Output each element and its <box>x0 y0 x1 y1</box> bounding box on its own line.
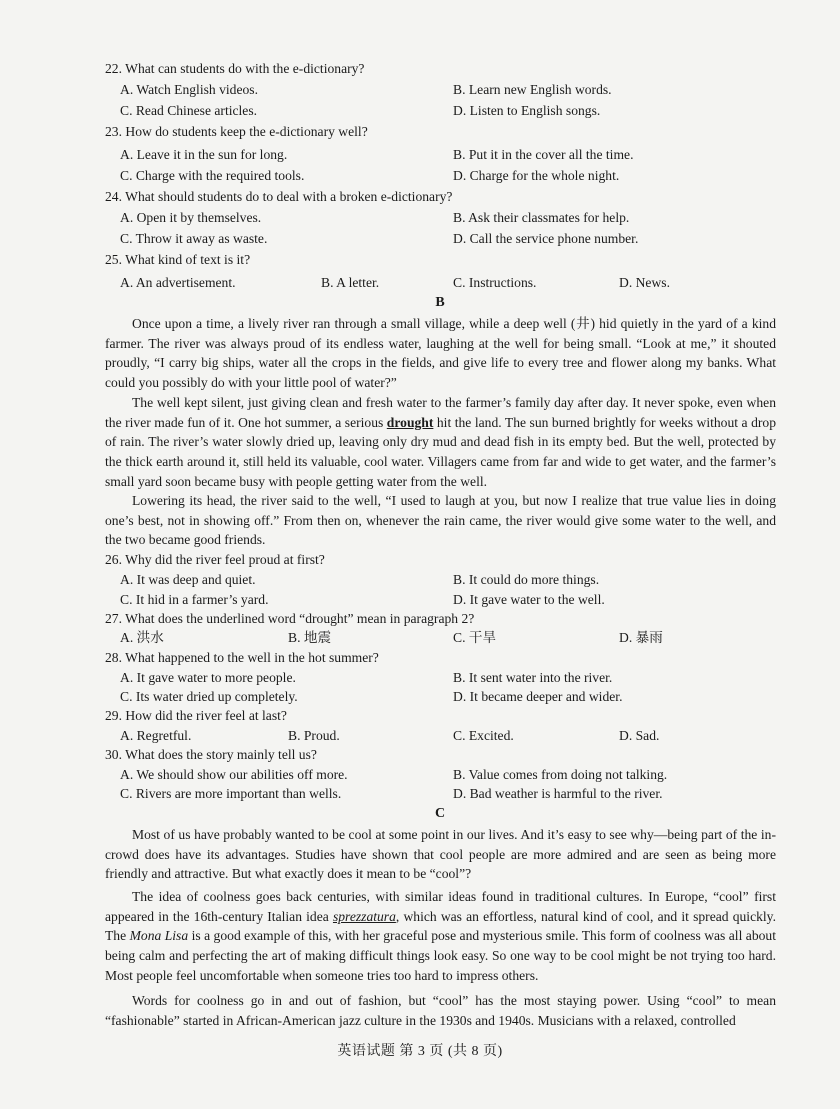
question-29-option-b: B. Proud. <box>288 728 340 743</box>
question-28-option-d: D. It became deeper and wider. <box>453 689 623 704</box>
passage-c-p2-text-2: , which was an effortless, natural kind of cool, and it spread quickly. The <box>105 908 776 944</box>
question-25-stem: 25. What kind of text is it? <box>105 252 251 267</box>
page-footer: 英语试题 第 3 页 (共 8 页) <box>337 1044 503 1059</box>
question-27-option-a: A. 洪水 <box>120 630 164 645</box>
question-23-option-a: A. Leave it in the sun for long. <box>120 147 288 162</box>
passage-c-p2-text-1: The idea of coolness goes back centuries, with similar ideas found in traditional cultures. In Europe, “cool” first appeared in the 16th-century Italian idea <box>105 889 776 924</box>
question-29-option-d: D. Sad. <box>619 728 660 743</box>
section-b-heading: B <box>435 295 445 310</box>
question-30-option-a: A. We should show our abilities off more. <box>120 767 348 782</box>
passage-c-paragraph-3: Words for coolness go in and out of fashion, but “cool” has the most staying power. Using “cool” to mean “fashionable” started in African-American jazz culture in the 1930s and 1940s. Musicians with a relaxed, controlled <box>105 993 776 1028</box>
passage-b-p2-text-2: hit the land. The sun burned brightly for weeks without a drop of rain. The river’s water slowly dried up, leaving only dry mud and dead fish in its empty bed. But the well, protected by the thick earth around it, still held its valuable, cool water. Villagers came from far and wide to get water, and the farmer’s small yard soon became busy with people getting water from the well. <box>105 414 776 489</box>
question-23-option-b: B. Put it in the cover all the time. <box>453 147 634 162</box>
question-23-stem: 23. How do students keep the e-dictionary well? <box>105 124 368 139</box>
passage-c-p2-text-3: is a good example of this, with her graceful pose and mysterious smile. This form of coolness was all about being calm and perfecting the art of making difficult things look easy. So one way to be cool might be not trying too hard. Most people feel uncomfortable when someone tries too hard to impress others. <box>105 928 776 983</box>
question-30-option-b: B. Value comes from doing not talking. <box>453 767 668 782</box>
question-29-option-c: C. Excited. <box>453 728 514 743</box>
term-sprezzatura: sprezzatura <box>332 908 396 924</box>
question-27-option-d: D. 暴雨 <box>619 630 663 645</box>
question-23-option-c: C. Charge with the required tools. <box>120 168 305 183</box>
question-26-option-d: D. It gave water to the well. <box>453 592 605 607</box>
question-27-option-c: C. 干旱 <box>453 630 497 645</box>
question-26-stem: 26. Why did the river feel proud at first? <box>105 552 325 567</box>
question-28-option-b: B. It sent water into the river. <box>453 670 613 685</box>
question-24-option-a: A. Open it by themselves. <box>120 210 262 225</box>
question-28-option-c: C. Its water dried up completely. <box>120 689 298 704</box>
passage-b-paragraph-2 <box>105 393 776 492</box>
question-30-option-c: C. Rivers are more important than wells. <box>120 786 342 801</box>
question-29-option-a: A. Regretful. <box>120 728 192 743</box>
underlined-word-drought: drought <box>386 414 434 430</box>
passage-b-paragraph-1: Once upon a time, a lively river ran through a small village, while a deep well (井) hid quietly in the yard of a kind farmer. The river was always proud of its endless water, laughing at the well for being small. “Look at me,” it shouted proudly, “I carry big ships, water all the crops in the fields, and give life to every tree and flower along my banks. What could you possibly do with your little pool of water?” <box>105 316 776 391</box>
question-24-option-d: D. Call the service phone number. <box>453 231 639 246</box>
question-22-option-b: B. Learn new English words. <box>453 82 612 97</box>
question-25-option-b: B. A letter. <box>321 275 380 290</box>
question-28-stem: 28. What happened to the well in the hot summer? <box>105 650 379 665</box>
question-26-option-c: C. It hid in a farmer’s yard. <box>120 592 269 607</box>
question-23-option-d: D. Charge for the whole night. <box>453 168 620 183</box>
question-25-option-a: A. An advertisement. <box>120 275 236 290</box>
question-29-stem: 29. How did the river feel at last? <box>105 708 287 723</box>
passage-b-p2-text-1: The well kept silent, just giving clean and fresh water to the farmer’s family day after day. It never spoke, even when the river made fun of it. One hot summer, a serious <box>105 395 776 430</box>
question-22-stem: 22. What can students do with the e-dictionary? <box>105 61 365 76</box>
question-26-option-b: B. It could do more things. <box>453 572 600 587</box>
question-27-option-b: B. 地震 <box>288 630 332 645</box>
question-24-option-c: C. Throw it away as waste. <box>120 231 268 246</box>
title-mona-lisa: Mona Lisa <box>129 928 189 944</box>
question-30-stem: 30. What does the story mainly tell us? <box>105 747 317 762</box>
question-22-option-c: C. Read Chinese articles. <box>120 103 258 118</box>
question-22-option-d: D. Listen to English songs. <box>453 103 601 118</box>
passage-c-paragraph-1: Most of us have probably wanted to be cool at some point in our lives. And it’s easy to see why—being part of the in-crowd does have its advantages. Studies have shown that cool people are more admired and are seen as being more friendly and attractive. But what exactly does it mean to be “cool”? <box>105 827 776 882</box>
question-26-option-a: A. It was deep and quiet. <box>120 572 256 587</box>
section-c-heading: C <box>434 806 446 821</box>
passage-b-paragraph-3: Lowering its head, the river said to the well, “I used to laugh at you, but now I realize that true value lies in doing one’s best, not in showing off.” From then on, whenever the rain came, the river would give some water to the well, and the two became good friends. <box>105 493 776 548</box>
question-22-option-a: A. Watch English videos. <box>120 82 258 97</box>
question-25-option-d: D. News. <box>619 275 670 290</box>
question-24-stem: 24. What should students do to deal with a broken e-dictionary? <box>105 189 453 204</box>
question-27-stem: 27. What does the underlined word “drought” mean in paragraph 2? <box>105 611 475 626</box>
question-25-option-c: C. Instructions. <box>453 275 537 290</box>
question-30-option-d: D. Bad weather is harmful to the river. <box>453 786 663 801</box>
question-24-option-b: B. Ask their classmates for help. <box>453 210 630 225</box>
question-28-option-a: A. It gave water to more people. <box>120 670 296 685</box>
passage-c-paragraph-2 <box>105 887 776 986</box>
